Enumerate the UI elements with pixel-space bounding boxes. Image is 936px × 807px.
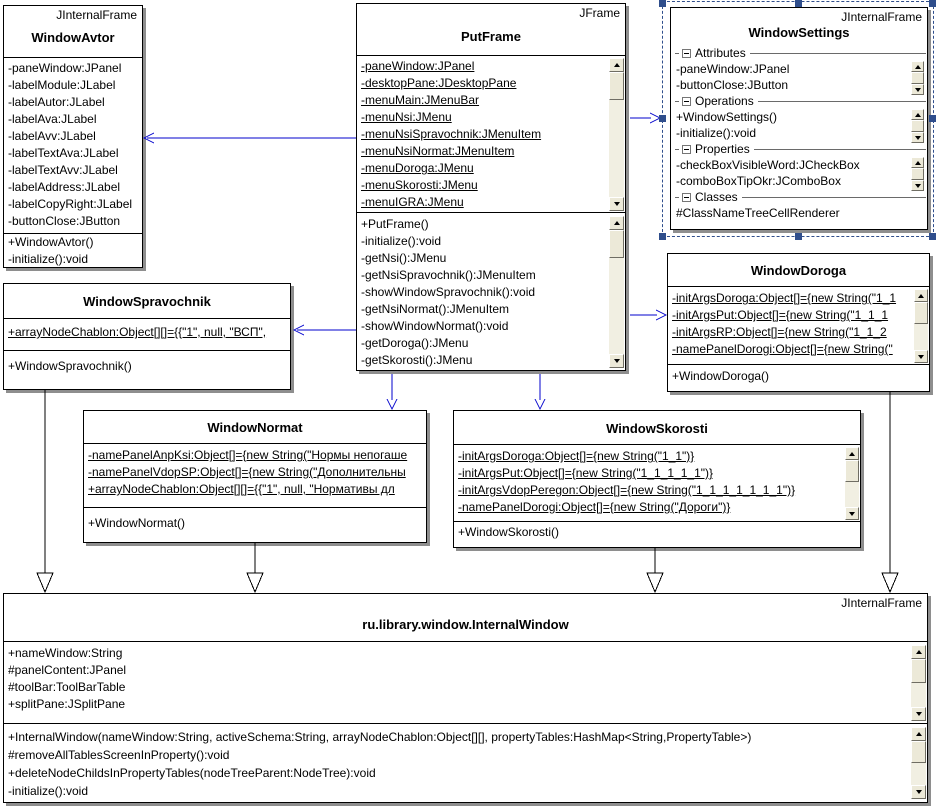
class-name: ru.library.window.InternalWindow	[362, 617, 569, 632]
attributes-compartment	[4, 642, 927, 724]
class-window-normat[interactable]	[83, 410, 427, 543]
methods-compartment	[4, 351, 290, 389]
attribute-item[interactable]: -initArgsRP:Object[]={new String("1_1_2	[672, 325, 887, 339]
arrow-up-icon	[918, 291, 924, 298]
attribute-item[interactable]: -menuSkorosti:JMenu	[361, 178, 478, 192]
arrow-down-icon	[916, 790, 922, 797]
class-window-doroga[interactable]	[667, 253, 930, 392]
scrollbar-thumb[interactable]	[609, 72, 624, 100]
method-item[interactable]: +WindowSpravochnik()	[8, 359, 132, 373]
attribute-item[interactable]: -menuIGRA:JMenu	[361, 195, 464, 209]
attribute-item[interactable]: -paneWindow:JPanel	[8, 61, 122, 75]
scroll-down-button[interactable]	[845, 507, 859, 520]
attribute-item[interactable]: +arrayNodeChablon:Object[][]={{"1", null, "ВСП",	[8, 325, 267, 339]
methods-scrollbar[interactable]	[609, 216, 624, 368]
method-item[interactable]: +deleteNodeChildsInPropertyTables(nodeTreeParent:NodeTree):void	[8, 766, 376, 780]
class-name: WindowDoroga	[750, 263, 847, 278]
method-item[interactable]: -getNsiSpravochnik():JMenuItem	[361, 268, 536, 282]
generalization-windowskorosti-to-internalwindow[interactable]	[647, 548, 663, 592]
attribute-item[interactable]: -paneWindow:JPanel	[676, 62, 790, 76]
methods-compartment	[357, 213, 625, 370]
attributes-compartment	[4, 319, 290, 351]
method-item[interactable]: -showWindowNormat():void	[361, 319, 509, 333]
attribute-item[interactable]: -labelTextAvv:JLabel	[8, 163, 118, 177]
class-stereotype: JInternalFrame	[56, 8, 137, 22]
attribute-item[interactable]: #toolBar:ToolBarTable	[8, 680, 126, 694]
arrow-down-icon	[849, 512, 855, 519]
methods-compartment	[4, 234, 142, 267]
method-item[interactable]: -initialize():void	[8, 252, 89, 266]
attribute-item[interactable]: -initArgsPut:Object[]={new String("1_1_1_1_1")}	[458, 466, 713, 480]
class-window-skorosti[interactable]	[453, 410, 861, 548]
arrow-up-icon	[614, 218, 620, 225]
scroll-up-button[interactable]	[914, 289, 928, 302]
selection-handle-bottom-middle[interactable]	[795, 233, 802, 240]
attribute-item[interactable]: -labelAddress:JLabel	[8, 180, 121, 194]
class-header[interactable]	[357, 4, 625, 56]
method-item[interactable]: -initialize():void	[8, 784, 89, 798]
attribute-item[interactable]: -menuDoroga:JMenu	[361, 161, 474, 175]
arrow-down-icon	[614, 202, 620, 209]
scroll-up-button[interactable]	[609, 216, 624, 230]
group-label: Attributes	[695, 46, 746, 60]
attributes-scrollbar[interactable]	[914, 289, 928, 363]
attribute-item[interactable]: -menuNsiSpravochnik:JMenuItem	[361, 127, 542, 141]
scroll-up-button[interactable]	[911, 727, 926, 741]
group-label: Classes	[695, 190, 738, 204]
scrollbar-thumb[interactable]	[609, 230, 624, 258]
selection-handle-top-left[interactable]	[659, 0, 666, 7]
selection-handle-top-middle[interactable]	[795, 0, 802, 7]
attributes-compartment	[454, 445, 860, 522]
class-stereotype: JInternalFrame	[841, 10, 922, 24]
methods-compartment	[4, 724, 927, 802]
class-window-spravochnik[interactable]	[3, 283, 291, 390]
attribute-item[interactable]: -namePanelDorogi:Object[]={new String("	[672, 342, 893, 356]
attribute-item[interactable]: -paneWindow:JPanel	[361, 59, 475, 73]
attribute-item[interactable]: -buttonClose:JButton	[8, 214, 121, 228]
scroll-down-button[interactable]	[911, 785, 926, 799]
method-item[interactable]: +InternalWindow(nameWindow:String, activeSchema:String, arrayNodeChablon:Object[][], propertyTables:HashMap<String,PropertyTable>)	[8, 730, 752, 744]
class-header[interactable]	[4, 284, 290, 319]
attributes-scrollbar[interactable]	[845, 447, 859, 520]
attributes-compartment	[84, 444, 426, 508]
class-header[interactable]	[454, 411, 860, 445]
class-name: WindowAvtor	[31, 30, 115, 45]
method-item[interactable]: -initialize():void	[676, 126, 757, 140]
attribute-item[interactable]: -buttonClose:JButton	[676, 78, 789, 92]
class-name: PutFrame	[461, 29, 521, 44]
scrollbar-thumb[interactable]	[914, 302, 928, 324]
attribute-item[interactable]: -initArgsVdopPeregon:Object[]={new String("1_1_1_1_1_1_1")}	[458, 483, 796, 497]
methods-compartment	[84, 508, 426, 542]
property-item[interactable]: -checkBoxVisibleWord:JCheckBox	[676, 158, 860, 172]
method-item[interactable]: -showWindowSpravochnik():void	[361, 285, 536, 299]
arrow-up-icon	[614, 60, 620, 67]
scroll-up-button[interactable]	[845, 447, 859, 460]
method-item[interactable]: -getDoroga():JMenu	[361, 336, 469, 350]
class-header[interactable]	[668, 254, 929, 287]
scroll-down-button[interactable]	[914, 350, 928, 363]
class-header[interactable]	[4, 6, 142, 58]
attribute-item[interactable]: -initArgsDoroga:Object[]={new String("1_1	[672, 291, 897, 305]
method-item[interactable]: +WindowNormat()	[88, 516, 186, 530]
group-label: Properties	[695, 142, 750, 156]
arrow-down-icon	[916, 712, 922, 719]
attribute-item[interactable]: -initArgsPut:Object[]={new String("1_1_1	[672, 308, 889, 322]
arrow-up-icon	[916, 647, 922, 654]
class-name: WindowSkorosti	[606, 421, 708, 436]
association-putframe-to-windowavtor[interactable]	[144, 133, 356, 143]
attribute-item[interactable]: -namePanelAnpKsi:Object[]={new String("Нормы непогаше	[88, 448, 408, 462]
association-putframe-to-windowskorosti[interactable]	[535, 374, 545, 409]
methods-scrollbar[interactable]	[911, 727, 926, 799]
class-header[interactable]	[84, 411, 426, 444]
attribute-item[interactable]: -initArgsDoroga:Object[]={new String("1_1")}	[458, 449, 695, 463]
scrollbar-thumb[interactable]	[845, 460, 859, 482]
method-item[interactable]: -initialize():void	[361, 234, 442, 248]
arrow-down-icon	[918, 355, 924, 362]
scrollbar-thumb[interactable]	[911, 659, 926, 683]
method-item[interactable]: #removeAllTablesScreenInProperty():void	[8, 748, 230, 762]
attribute-item[interactable]: #panelContent:JPanel	[8, 663, 127, 677]
attribute-item[interactable]: -menuNsi:JMenu	[361, 110, 452, 124]
class-name: WindowNormat	[207, 420, 303, 435]
scroll-up-button[interactable]	[911, 645, 926, 659]
association-putframe-to-windowdoroga[interactable]	[630, 310, 666, 320]
scroll-down-button[interactable]	[911, 707, 926, 721]
property-item[interactable]: -comboBoxTipOkr:JComboBox	[676, 174, 841, 188]
scroll-up-button[interactable]	[609, 58, 624, 72]
group-label: Operations	[695, 94, 754, 108]
attribute-item[interactable]: -menuMain:JMenuBar	[361, 93, 480, 107]
arrow-down-icon	[614, 359, 620, 366]
association-putframe-to-windownormat[interactable]	[387, 374, 397, 409]
selection-outline	[662, 1, 934, 237]
method-item[interactable]: -getSkorosti():JMenu	[361, 353, 473, 367]
association-putframe-to-windowsettings[interactable]	[630, 113, 660, 123]
class-put-frame[interactable]	[356, 3, 626, 371]
attribute-item[interactable]: -menuNsiNormat:JMenuItem	[361, 144, 515, 158]
arrow-up-icon	[916, 729, 922, 736]
attribute-item[interactable]: -labelModule:JLabel	[8, 78, 116, 92]
selection-handle-bottom-right[interactable]	[929, 233, 936, 240]
attribute-item[interactable]: -namePanelDorogi:Object[]={new String("Дороги")}	[458, 500, 731, 514]
method-item[interactable]: +WindowSettings()	[676, 110, 778, 124]
attribute-item[interactable]: -labelCopyRight:JLabel	[8, 197, 133, 211]
attribute-item[interactable]: -labelTextAva:JLabel	[8, 146, 119, 160]
attributes-compartment	[357, 56, 625, 213]
method-item[interactable]: +PutFrame()	[361, 217, 429, 231]
association-putframe-to-windowspravochnik[interactable]	[294, 325, 356, 335]
generalization-windowspravochnik-to-internalwindow[interactable]	[37, 390, 53, 592]
attribute-item[interactable]: +nameWindow:String	[8, 646, 123, 660]
attribute-item[interactable]: -labelAva:JLabel	[8, 112, 97, 126]
generalization-windowdoroga-to-internalwindow[interactable]	[882, 392, 898, 592]
attributes-compartment	[668, 287, 929, 365]
attribute-item[interactable]: -desktopPane:JDesktopPane	[361, 76, 517, 90]
attribute-item[interactable]: +splitPane:JSplitPane	[8, 697, 126, 711]
selection-handle-bottom-left[interactable]	[659, 233, 666, 240]
attributes-compartment	[4, 58, 142, 234]
class-name: WindowSettings	[748, 25, 850, 40]
method-item[interactable]: -getNsiNormat():JMenuItem	[361, 302, 510, 316]
scroll-down-button[interactable]	[609, 354, 624, 368]
class-name: WindowSpravochnik	[83, 294, 211, 309]
attributes-scrollbar[interactable]	[911, 645, 926, 721]
attribute-item[interactable]: -labelAvv:JLabel	[8, 129, 96, 143]
method-item[interactable]: +WindowAvtor()	[8, 235, 94, 249]
class-header[interactable]	[4, 594, 927, 642]
selection-handle-right-middle[interactable]	[929, 115, 936, 122]
class-internal-window[interactable]	[3, 593, 928, 803]
scroll-down-button[interactable]	[609, 197, 624, 211]
attribute-item[interactable]: -namePanelVdopSP:Object[]={new String("Дополнительны	[88, 465, 406, 479]
scrollbar-thumb[interactable]	[911, 741, 926, 763]
methods-compartment	[668, 365, 929, 391]
generalization-windownormat-to-internalwindow[interactable]	[247, 543, 263, 592]
method-item[interactable]: -getNsi():JMenu	[361, 251, 447, 265]
attribute-item[interactable]: -labelAutor:JLabel	[8, 95, 105, 109]
attribute-item[interactable]: +arrayNodeChablon:Object[][]={{"1", null, "Нормативы дл	[88, 482, 395, 496]
attributes-scrollbar[interactable]	[609, 58, 624, 211]
selection-handle-top-right[interactable]	[929, 0, 936, 7]
selection-handle-left-middle[interactable]	[659, 115, 666, 122]
class-item[interactable]: #ClassNameTreeCellRenderer	[676, 206, 840, 220]
method-item[interactable]: +WindowDoroga()	[672, 369, 770, 383]
class-stereotype: JInternalFrame	[841, 596, 922, 610]
class-stereotype: JFrame	[579, 6, 620, 20]
class-window-avtor[interactable]	[3, 5, 143, 268]
arrow-up-icon	[849, 449, 855, 456]
method-item[interactable]: +WindowSkorosti()	[458, 525, 560, 539]
methods-compartment	[454, 522, 860, 547]
